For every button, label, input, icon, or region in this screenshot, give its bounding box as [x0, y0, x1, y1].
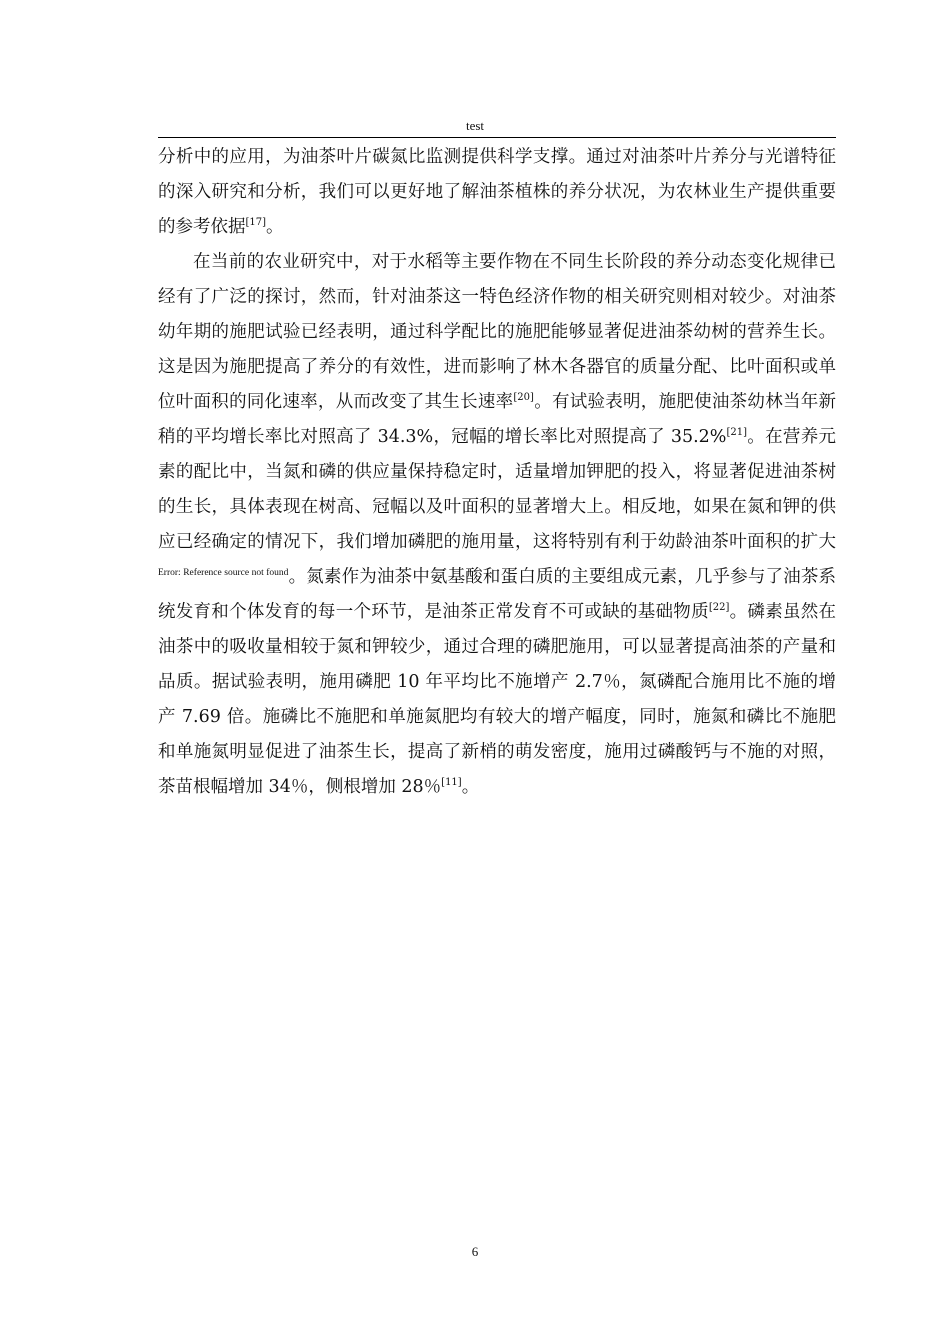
text-run: 。氮素作为油茶中氨基酸和蛋白质的主要组成元素，几乎参与了油茶系统发育和个体发育的每一个环节，是油茶正常发育不可或缺的基础物质 [158, 567, 837, 622]
body-text [158, 140, 836, 805]
text-run: 。磷素虽然在油茶中的吸收量相较于氮和钾较少，通过合理的磷肥施用，可以显著提高油茶的产量和品质。据试验表明，施用磷肥 10 年平均比不施增产 2.7％，氮磷配合施用比不施的增产 7.69 倍。施磷比不施肥和单施氮肥均有较大的增产幅度，同时，施氮和磷比不施肥和单施氮明显促进了油茶生长，提高了新梢的萌发密度，施用过磷酸钙与不施的对照，茶苗根幅增加 34％，侧根增加 28％ [158, 602, 837, 797]
citation: [11] [441, 777, 462, 788]
reference-error: Error: Reference source not found [158, 568, 289, 578]
text-run: 在当前的农业研究中，对于水稻等主要作物在不同生长阶段的养分动态变化规律已经有了广泛的探讨，然而，针对油茶这一特色经济作物的相关研究则相对较少。对油茶幼年期的施肥试验已经表明，通过科学配比的施肥能够显著促进油茶幼树的营养生长。这是因为施肥提高了养分的有效性，进而影响了林木各器官的质量分配、比叶面积或单位叶面积的同化速率，从而改变了其生长速率 [158, 252, 836, 412]
citation: [20] [513, 392, 534, 403]
text-run: 分析中的应用，为油茶叶片碳氮比监测提供科学支撑。通过对油茶叶片养分与光谱特征的深入研究和分析，我们可以更好地了解油茶植株的养分状况，为农林业生产提供重要的参考依据 [158, 147, 836, 237]
paragraph-continued [158, 140, 836, 245]
citation: [17] [245, 217, 267, 228]
paragraph-nutrients [158, 245, 836, 805]
text-run: 。有试验表明，施肥使油茶幼林当年新稍的平均增长率比对照高了 34.3%，冠幅的增长率比对照提高了 35.2% [158, 392, 837, 447]
citation: [22] [708, 602, 730, 613]
text-run: 。在营养元素的配比中，当氮和磷的供应量保持稳定时，适量增加钾肥的投入，将显著促进油茶树的生长，具体表现在树高、冠幅以及叶面积的显著增大上。相反地，如果在氮和钾的供应已经确定的情况下，我们增加磷肥的施用量，这将特别有利于幼龄油茶叶面积的扩大 [158, 427, 837, 552]
text-run: 。 [266, 217, 284, 237]
text-run: 。 [461, 777, 480, 797]
page-header: test [465, 118, 485, 133]
page-number: 6 [471, 1244, 479, 1259]
citation: [21] [726, 427, 747, 438]
header-divider [158, 137, 836, 138]
